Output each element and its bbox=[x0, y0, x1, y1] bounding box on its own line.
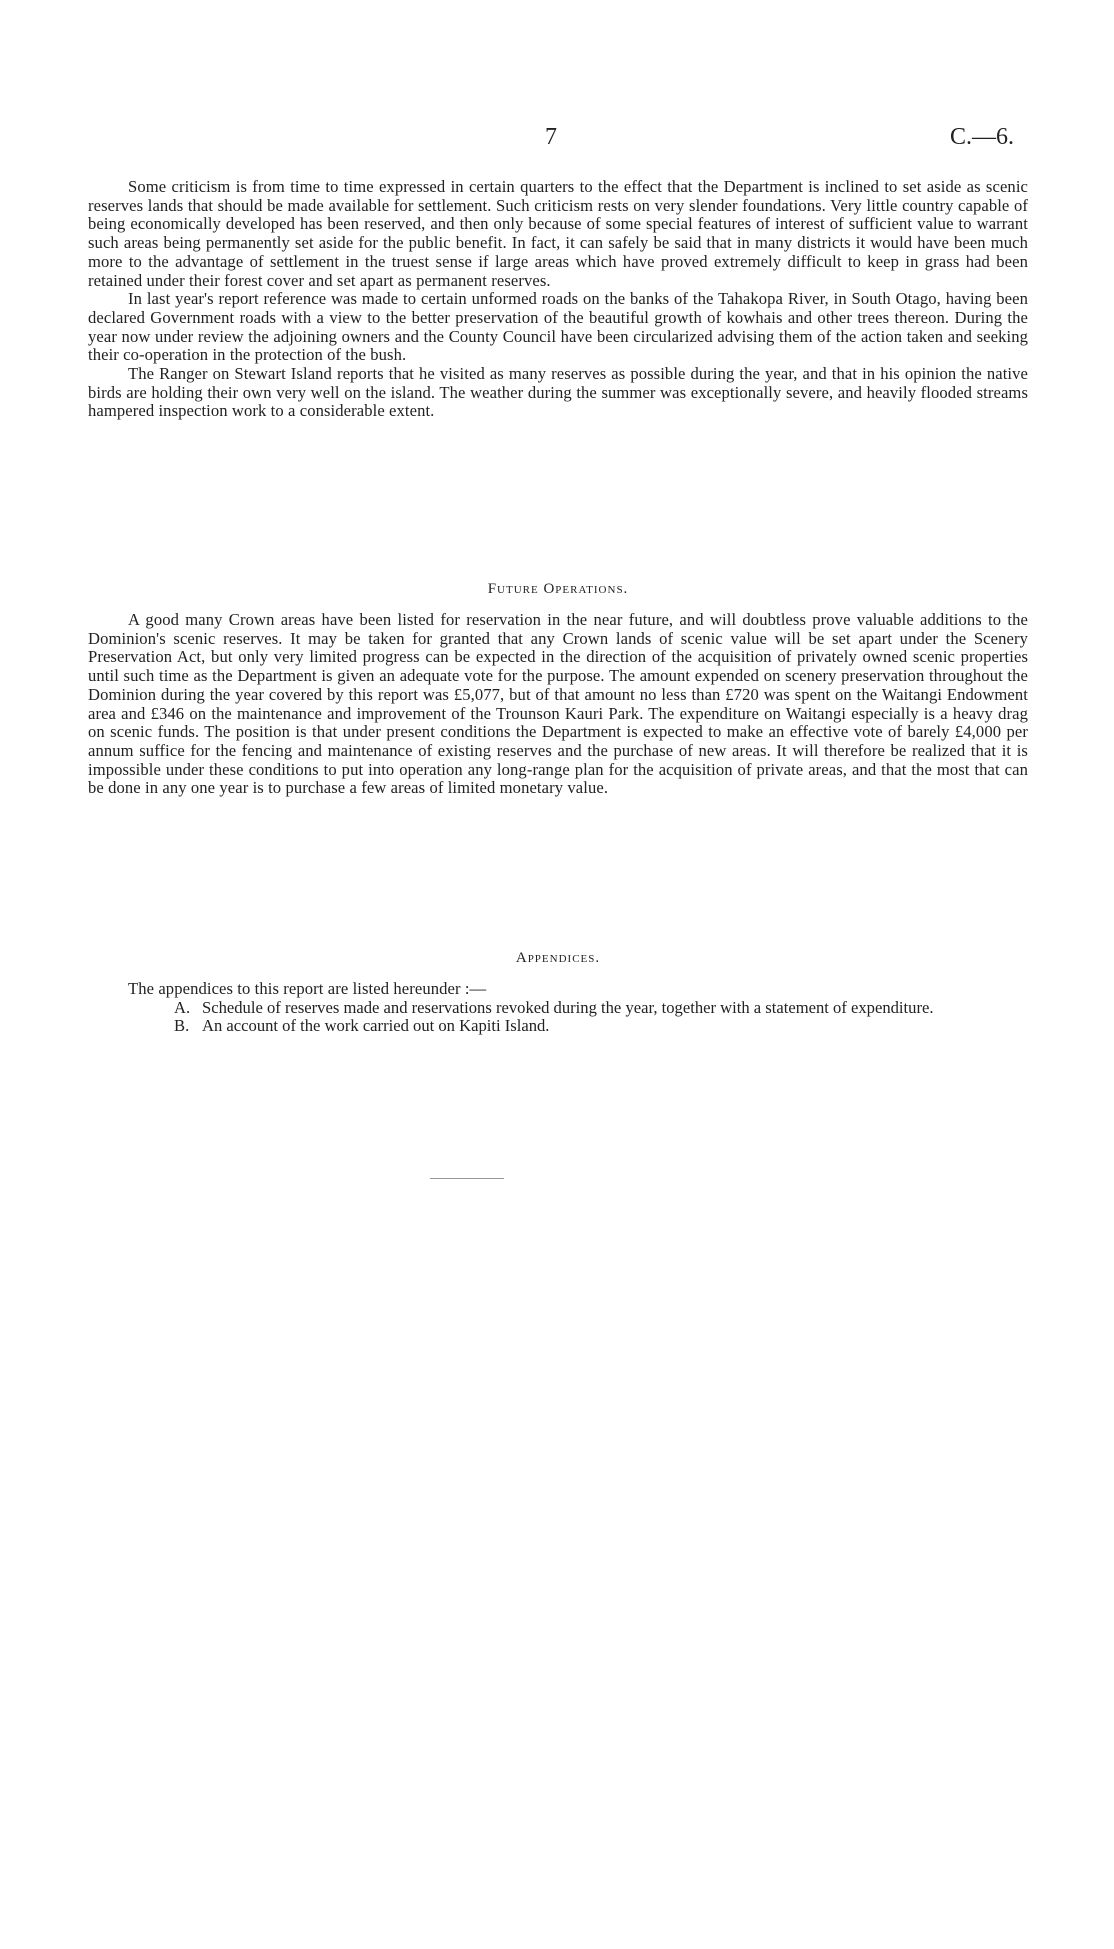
paragraph-stewart-island: The Ranger on Stewart Island reports that he visited as many reserves as possible during the year, and that in his opinion the native birds are holding their own very well on the island. The weather during the summer was exceptionally severe, and heavily flooded streams hampered inspection work to a considerable extent. bbox=[88, 364, 1028, 421]
document-reference: C.—6. bbox=[950, 124, 1015, 150]
appendix-text: An account of the work carried out on Kapiti Island. bbox=[202, 1016, 550, 1036]
page-number: 7 bbox=[545, 124, 557, 150]
appendices-intro: The appendices to this report are listed hereunder :— bbox=[128, 979, 487, 998]
heading-appendices: Appendices. bbox=[515, 950, 601, 966]
paragraph-criticism: Some criticism is from time to time expressed in certain quarters to the effect that the Department is inclined to set aside as scenic reserves lands that should be made available for settlement. Such criticism rests on very slender foundations. Very little country capable of being economically developed has been reserved, and then only because of some special features of interest of sufficient value to warrant such areas being permanently set aside for the public benefit. In fact, it can safely be said that in many districts it would have been much more to the advantage of settlement in the truest sense if large areas which have proved extremely difficult to keep in grass had been retained under their forest cover and set apart as permanent reserves. bbox=[88, 177, 1028, 290]
paragraph-tahakopa-roads: In last year's report reference was made to certain unformed roads on the banks of the Tahakopa River, in South Otago, having been declared Government roads with a view to the better preservation of the beautiful growth of kowhais and other trees thereon. During the year now under review the adjoining owners and the County Council have been circularized advising them of the action taken and seeking their co-operation in the protection of the bush. bbox=[88, 289, 1028, 365]
appendices-section bbox=[88, 980, 1028, 1036]
paragraph-future-operations: A good many Crown areas have been listed for reservation in the near future, and will doubtless prove valuable additions to the Dominion's scenic reserves. It may be taken for granted that any Crown lands of scenic value will be set apart under the Scenery Preservation Act, but only very limited progress can be expected in the direction of the acquisition of privately owned scenic properties until such time as the Department is given an adequate vote for the purpose. The amount expended on scenery preservation throughout the Dominion during the year covered by this report was £5,077, but of that amount no less than £720 was spent on the Waitangi Endowment area and £346 on the maintenance and improvement of the Trounson Kauri Park. The expenditure on Waitangi especially is a heavy drag on scenic funds. The position is that under present conditions the Department is expected to make an effective vote of barely £4,000 per annum suffice for the fencing and maintenance of existing reserves and the purchase of new areas. It will therefore be realized that it is impossible under these conditions to put into operation any long-range plan for the acquisition of private areas, and that the most that can be done in any one year is to purchase a few areas of limited monetary value. bbox=[88, 610, 1028, 798]
appendix-item-a bbox=[174, 999, 1028, 1018]
appendix-letter: A. bbox=[174, 997, 191, 1017]
heading-future-operations: Future Operations. bbox=[487, 581, 629, 597]
appendices-list bbox=[88, 999, 1028, 1036]
future-operations-section bbox=[88, 611, 1028, 798]
appendix-text: Schedule of reserves made and reservations revoked during the year, together with a statement of expenditure. bbox=[202, 997, 934, 1017]
intro-section bbox=[88, 178, 1028, 421]
appendix-letter: B. bbox=[174, 1016, 190, 1036]
end-rule bbox=[430, 1178, 504, 1179]
appendix-item-b bbox=[174, 1017, 1028, 1036]
